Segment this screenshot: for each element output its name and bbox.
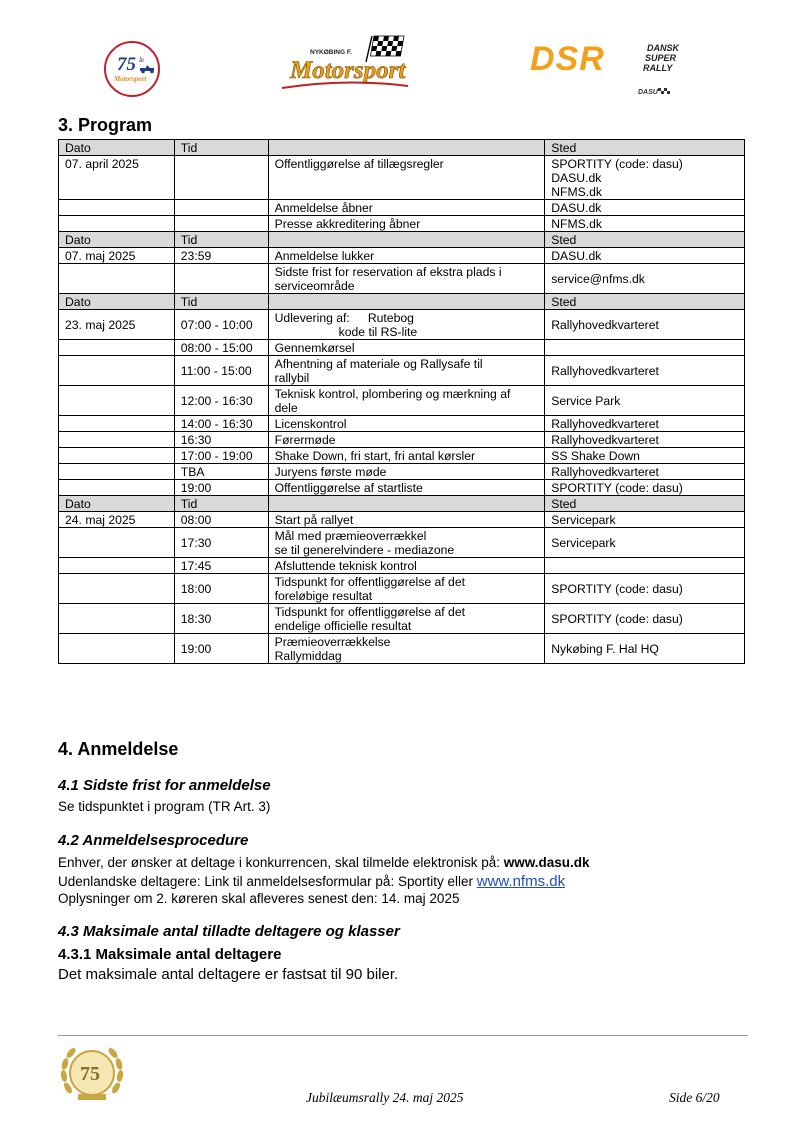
event-line: Mål med præmieoverrækkel: [274, 529, 427, 543]
cell-time: 16:30: [174, 432, 268, 448]
program-table: [58, 139, 745, 664]
event-line: Afhentning af materiale og Rallysafe til: [274, 357, 483, 371]
header-event: [268, 496, 545, 512]
cell-time: 18:30: [174, 604, 268, 634]
cell-time: 18:00: [174, 574, 268, 604]
badge-number: 75: [80, 1063, 100, 1085]
cell-place: SPORTITY (code: dasu): [545, 574, 745, 604]
cell-time: 08:00: [174, 512, 268, 528]
cell-place: NFMS.dk: [545, 216, 745, 232]
table-row: [59, 310, 745, 340]
cell-time: 19:00: [174, 480, 268, 496]
header-event: [268, 140, 545, 156]
cell-event: Presse akkreditering åbner: [268, 216, 545, 232]
table-row: [59, 448, 745, 464]
table-row: [59, 356, 745, 386]
cell-event: Shake Down, fri start, fri antal kørsler: [268, 448, 545, 464]
header-date: Dato: [59, 496, 175, 512]
logo75-number: 75: [117, 54, 136, 75]
dsr-logo-mark: DSR: [530, 40, 605, 78]
cell-time: TBA: [174, 464, 268, 480]
footer-divider: [58, 1035, 748, 1036]
cell-event: [268, 528, 545, 558]
table-header-row: [59, 294, 745, 310]
cell-event: Juryens første møde: [268, 464, 545, 480]
table-row: [59, 512, 745, 528]
cell-place: Servicepark: [545, 512, 745, 528]
table-row: [59, 528, 745, 558]
table-row: [59, 386, 745, 416]
cell-event: Offentliggørelse af tillægsregler: [268, 156, 545, 200]
event-line: serviceområde: [274, 279, 355, 293]
cell-time: 08:00 - 15:00: [174, 340, 268, 356]
table-row: [59, 432, 745, 448]
cell-event: [268, 310, 545, 340]
dsr-logo-badge: DASU: [638, 89, 658, 96]
logo75-sup: år: [139, 58, 145, 64]
section-4-3-1-title: 4.3.1 Maksimale antal deltagere: [58, 946, 282, 963]
section-4-3-1-text: Det maksimale antal deltagere er fastsat til 90 biler.: [58, 966, 399, 983]
header-place: Sted: [545, 496, 745, 512]
cell-time: 11:00 - 15:00: [174, 356, 268, 386]
cell-time: 23:59: [174, 248, 268, 264]
cell-event: Start på rallyet: [268, 512, 545, 528]
cell-place: Nykøbing F. Hal HQ: [545, 634, 745, 664]
event-line: Sidste frist for reservation af ekstra plads i: [274, 265, 502, 279]
cell-date: [59, 574, 175, 604]
cell-place: Rallyhovedkvarteret: [545, 432, 745, 448]
header-time: Tid: [174, 140, 268, 156]
header-time: Tid: [174, 294, 268, 310]
cell-date: [59, 432, 175, 448]
header-date: Dato: [59, 294, 175, 310]
cell-time: 07:00 - 10:00: [174, 310, 268, 340]
cell-date: [59, 480, 175, 496]
page-header: [0, 28, 800, 108]
place-line: SPORTITY (code: dasu): [551, 157, 683, 171]
cell-event: Anmeldelse lukker: [268, 248, 545, 264]
section-4-2-line1: [58, 855, 590, 870]
header-place: Sted: [545, 294, 745, 310]
event-line: Tidspunkt for offentliggørelse af det: [274, 605, 465, 619]
cell-date: [59, 464, 175, 480]
dsr-logo: [530, 40, 695, 102]
cell-place: Service Park: [545, 386, 745, 416]
table-row: [59, 574, 745, 604]
cell-event: Førermøde: [268, 432, 545, 448]
cell-date: 24. maj 2025: [59, 512, 175, 528]
header-event: [268, 232, 545, 248]
header-place: Sted: [545, 232, 745, 248]
cell-date: [59, 264, 175, 294]
cell-date: [59, 340, 175, 356]
table-row: [59, 156, 745, 200]
cell-date: [59, 634, 175, 664]
cell-date: 07. april 2025: [59, 156, 175, 200]
cell-event: Afsluttende teknisk kontrol: [268, 558, 545, 574]
cell-time: 12:00 - 16:30: [174, 386, 268, 416]
table-row: [59, 200, 745, 216]
dasu-url: www.dasu.dk: [503, 855, 590, 870]
cell-date: [59, 604, 175, 634]
cell-place: [545, 340, 745, 356]
cell-place: Rallyhovedkvarteret: [545, 464, 745, 480]
cell-date: 23. maj 2025: [59, 310, 175, 340]
cell-date: [59, 386, 175, 416]
cell-event: Gennemkørsel: [268, 340, 545, 356]
dsr-logo-line2: SUPER: [645, 53, 677, 63]
cell-time: [174, 200, 268, 216]
header-place: Sted: [545, 140, 745, 156]
cell-place: SPORTITY (code: dasu): [545, 604, 745, 634]
cell-date: [59, 356, 175, 386]
cell-place: Servicepark: [545, 528, 745, 558]
footer-title: Jubilæumsrally 24. maj 2025: [306, 1090, 464, 1105]
table-header-row: [59, 232, 745, 248]
cell-date: 07. maj 2025: [59, 248, 175, 264]
table-row: [59, 558, 745, 574]
cell-time: 17:00 - 19:00: [174, 448, 268, 464]
motorsport-logo: [276, 32, 414, 104]
cell-place: [545, 156, 745, 200]
cell-time: 14:00 - 16:30: [174, 416, 268, 432]
75-years-badge: [56, 1038, 128, 1108]
table-header-row: [59, 140, 745, 156]
page-number: Side 6/20: [669, 1090, 720, 1105]
cell-event: Licenskontrol: [268, 416, 545, 432]
cell-date: [59, 558, 175, 574]
table-header-row: [59, 496, 745, 512]
logo75-brand: Motorsport: [114, 75, 147, 83]
cell-place: Rallyhovedkvarteret: [545, 310, 745, 340]
event-label: Udlevering af:: [274, 311, 350, 325]
cell-date: [59, 448, 175, 464]
event-line: Teknisk kontrol, plombering og mærkning af: [274, 387, 511, 401]
cell-event: [268, 574, 545, 604]
75-years-logo: [103, 40, 161, 98]
cell-date: [59, 200, 175, 216]
table-row: [59, 340, 745, 356]
cell-event: [268, 264, 545, 294]
section-4-2-line3: Oplysninger om 2. køreren skal afleveres senest den: 14. maj 2025: [58, 891, 460, 906]
section-4-3-title: 4.3 Maksimale antal tilladte deltagere og klasser: [58, 923, 400, 940]
line1-text: Enhver, der ønsker at deltage i konkurrencen, skal tilmelde elektronisk på:: [58, 855, 500, 870]
event-item: Rutebog: [367, 311, 414, 325]
header-date: Dato: [59, 232, 175, 248]
cell-event: [268, 634, 545, 664]
cell-event: Offentliggørelse af startliste: [268, 480, 545, 496]
section-4-1-title: 4.1 Sidste frist for anmeldelse: [58, 777, 271, 794]
motorsport-logo-main: Motorsport: [290, 57, 406, 84]
table-row: [59, 264, 745, 294]
cell-time: 19:00: [174, 634, 268, 664]
event-line: foreløbige resultat: [274, 589, 373, 603]
event-line: se til generelvindere - mediazone: [274, 543, 455, 557]
table-row: [59, 480, 745, 496]
table-row: [59, 604, 745, 634]
event-line: endelige officielle resultat: [274, 619, 412, 633]
header-date: Dato: [59, 140, 175, 156]
cell-event: [268, 386, 545, 416]
place-line: NFMS.dk: [551, 185, 602, 199]
program-heading: 3. Program: [58, 115, 153, 135]
header-time: Tid: [174, 496, 268, 512]
event-line: Rallymiddag: [274, 649, 342, 663]
place-line: DASU.dk: [551, 171, 602, 185]
cell-place: DASU.dk: [545, 200, 745, 216]
section-4-2-line2: [58, 873, 565, 890]
event-line: Tidspunkt for offentliggørelse af det: [274, 575, 465, 589]
header-event: [268, 294, 545, 310]
cell-date: [59, 216, 175, 232]
line2-text: Udenlandske deltagere: Link til anmeldelsesformular på: Sportity eller: [58, 874, 473, 889]
cell-place: SPORTITY (code: dasu): [545, 480, 745, 496]
table-row: [59, 248, 745, 264]
table-row: [59, 216, 745, 232]
cell-time: [174, 156, 268, 200]
event-line: Præmieoverrækkelse: [274, 635, 391, 649]
event-item: kode til RS-lite: [338, 325, 418, 339]
cell-event: [268, 356, 545, 386]
dsr-logo-line1: DANSK: [647, 43, 680, 53]
cell-place: DASU.dk: [545, 248, 745, 264]
event-line: rallybil: [274, 371, 310, 385]
cell-place: Rallyhovedkvarteret: [545, 416, 745, 432]
cell-place: service@nfms.dk: [545, 264, 745, 294]
cell-time: 17:30: [174, 528, 268, 558]
nfms-link[interactable]: www.nfms.dk: [476, 873, 566, 890]
cell-time: [174, 216, 268, 232]
motorsport-logo-top: NYKØBING F.: [310, 49, 352, 56]
entry-heading: 4. Anmeldelse: [58, 739, 179, 759]
cell-time: 17:45: [174, 558, 268, 574]
table-row: [59, 416, 745, 432]
cell-date: [59, 416, 175, 432]
dsr-logo-line3: RALLY: [643, 63, 673, 73]
cell-place: Rallyhovedkvarteret: [545, 356, 745, 386]
cell-event: [268, 604, 545, 634]
table-row: [59, 634, 745, 664]
table-row: [59, 464, 745, 480]
header-time: Tid: [174, 232, 268, 248]
cell-event: Anmeldelse åbner: [268, 200, 545, 216]
event-line: dele: [274, 401, 298, 415]
cell-place: [545, 558, 745, 574]
section-4-2-title: 4.2 Anmeldelsesprocedure: [58, 832, 249, 849]
section-4-1-text: Se tidspunktet i program (TR Art. 3): [58, 799, 271, 814]
cell-time: [174, 264, 268, 294]
cell-place: SS Shake Down: [545, 448, 745, 464]
cell-date: [59, 528, 175, 558]
